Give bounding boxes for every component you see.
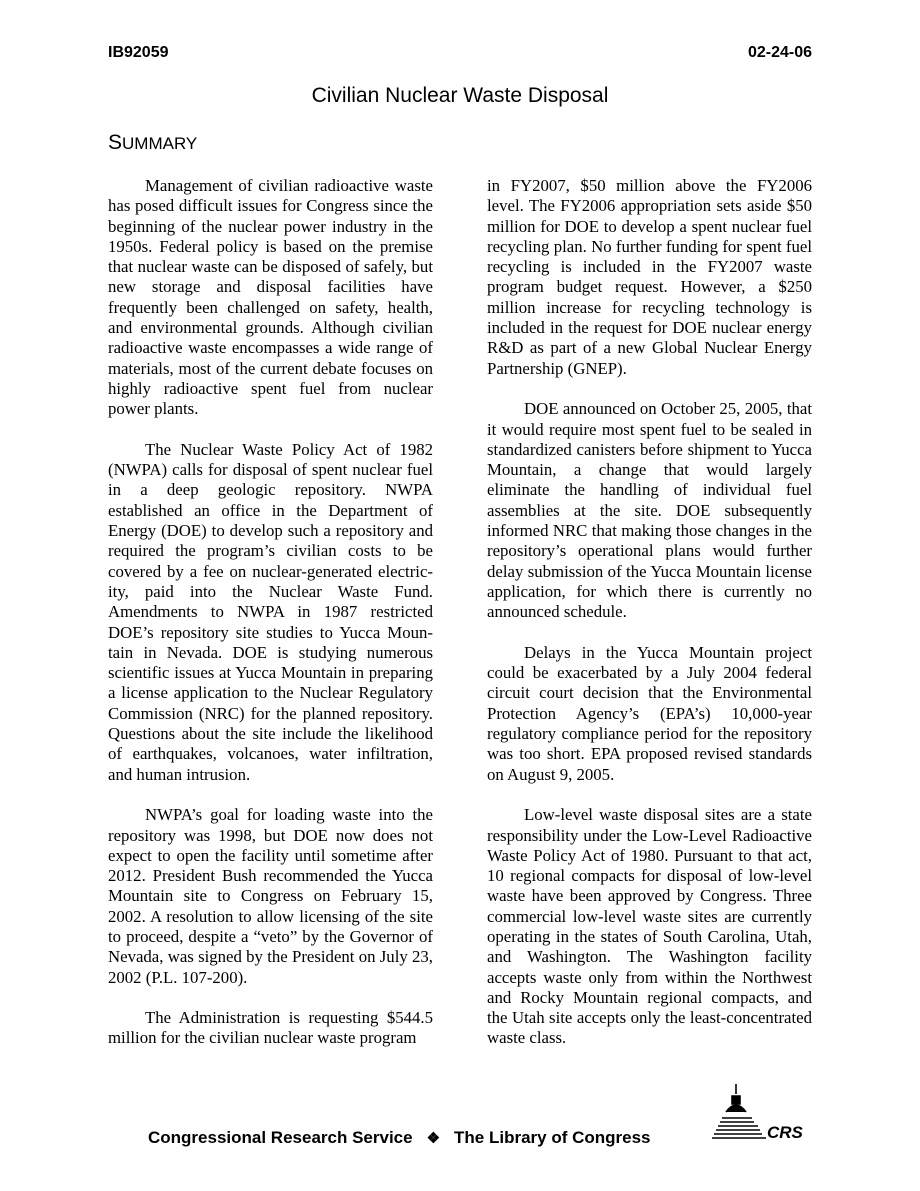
paragraph: Low-level waste disposal sites are a state responsibility under the Low-Level Radioactive Waste Policy Act of 1980. Pursuant to that act, 10 regional compacts for disposal of low-level waste have been approved by Congress. Three commercial low-level waste sites are currently operating in the states of South Carolina, Utah, and Washington. The Washington facility accepts waste only from within the Northwest and Rocky Mountain regional compacts, and the Utah site accepts only the least-concentrated waste class. (487, 805, 812, 1048)
section-heading (108, 131, 197, 155)
paragraph: DOE announced on October 25, 2005, that it would require most spent fuel to be sealed in standardized canisters before shipment to Yucca Mountain, a change that would largely eliminate the handling of individual fuel assemblies at the site. DOE subsequently informed NRC that making those changes in the repository’s operational plans would further delay submission of the Yucca Mountain license application, for which there is currently no announced schedule. (487, 399, 812, 622)
page-title: Civilian Nuclear Waste Disposal (311, 84, 609, 107)
paragraph: NWPA’s goal for loading waste into the repository was 1998, but DOE now does not expect to open the facility until sometime after 2012. President Bush recommended the Yucca Mountain site to Congress on February 15, 2002. A resolution to allow licensing of the site to proceed, despite a “veto” by the Governor of Nevada, was signed by the President on July 23, 2002 (P.L. 107-200). (108, 805, 433, 987)
report-id: IB92059 (108, 44, 169, 61)
paragraph: The Administration is requesting $544.5 million for the civilian nuclear waste program (108, 1008, 433, 1048)
paragraph-continued: in FY2007, $50 million above the FY2006 level. The FY2006 appropriation sets aside $50 million for DOE to develop a spent nuclear fuel recycling plan. No further funding for spent fuel recycling is included in the FY2007 waste program budget request. However, a $250 million increase for recycling technology is included in the request for DOE nuclear energy R&D as part of a new Global Nuclear Energy Partnership (GNEP). (487, 176, 812, 378)
report-date: 02-24-06 (747, 44, 812, 61)
paragraph: Delays in the Yucca Mountain project could be exacerbated by a July 2004 federal circuit court decision that the Environmental Protection Agency’s (EPA’s) 10,000-year regulatory compliance period for the repository was too short. EPA proposed revised standards on August 9, 2005. (487, 642, 812, 784)
footer-crs: Congressional Research Service (148, 1128, 413, 1147)
paragraph: The Nuclear Waste Policy Act of 1982 (NWPA) calls for disposal of spent nuclear fuel in a deep geologic repository. NWPA established an office in the Department of Energy (DOE) to develop such a repository and required the program’s civilian costs to be covered by a fee on nuclear-generated electricity, paid into the Nuclear Waste Fund. Amendments to NWPA in 1987 restricted DOE’s repository site studies to Yucca Mountain in Nevada. DOE is studying numerous scientific issues at Yucca Mountain in preparing a license application to the Nuclear Regulatory Commission (NRC) for the planned repository. Questions about the site include the likelihood of earthquakes, volcanoes, water infiltration, and human intrusion. (108, 439, 433, 784)
section-heading-initial: S (108, 131, 123, 154)
paragraph: Management of civilian radioactive waste has posed difficult issues for Congress since the beginning of the nuclear power industry in the 1950s. Federal policy is based on the premise that nuclear waste can be disposed of safely, but new storage and disposal facilities have frequently been challenged on safety, health, and environmental grounds. Although civilian radioactive waste encompasses a wide range of materials, most of the current debate focuses on highly radioactive spent fuel from nuclear power plants. (108, 176, 433, 419)
crs-logo-text: CRS (767, 1123, 803, 1142)
footer (148, 1128, 651, 1148)
footer-separator-icon: ❖ (426, 1130, 441, 1147)
crs-capitol-logo-icon (712, 1080, 812, 1150)
section-heading-rest: UMMARY (122, 134, 198, 153)
left-column (108, 176, 433, 1069)
footer-library: The Library of Congress (454, 1128, 651, 1147)
right-column (487, 176, 812, 1069)
